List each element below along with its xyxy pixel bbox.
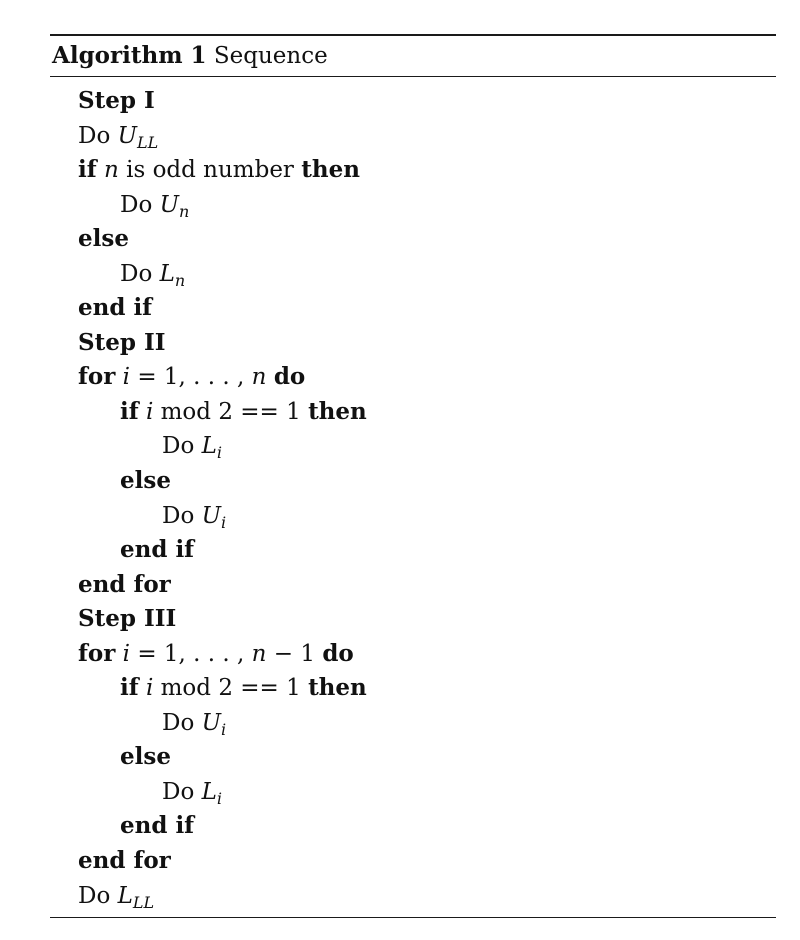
algorithm-body xyxy=(50,77,776,917)
algorithm-line xyxy=(50,706,776,741)
math-variable: n xyxy=(103,157,119,184)
algorithm-line xyxy=(50,637,776,672)
math-variable: i xyxy=(145,675,154,702)
line-text xyxy=(139,399,146,425)
line-text: Do xyxy=(162,778,202,805)
line-text: Do xyxy=(120,191,160,218)
math-subscript: i xyxy=(216,788,223,808)
math-subscript: i xyxy=(216,443,223,463)
algorithm-caption xyxy=(50,36,776,76)
algorithm-line xyxy=(50,879,776,914)
algorithm-label: Algorithm 1 xyxy=(52,42,207,69)
line-text: Do xyxy=(78,122,118,149)
bottom-rule xyxy=(50,917,776,918)
keyword: Step I xyxy=(78,87,155,114)
line-text: is odd number xyxy=(118,157,302,184)
algorithm-line xyxy=(50,84,776,119)
keyword: end if xyxy=(120,536,195,564)
line-text xyxy=(97,157,104,183)
math-variable: i xyxy=(145,398,154,425)
algorithm-line xyxy=(50,222,776,257)
line-text: = 1, . . . , xyxy=(130,364,252,391)
line-text: Do xyxy=(120,260,160,287)
keyword: Step III xyxy=(78,605,177,633)
math-variable: n xyxy=(251,640,267,667)
keyword: end if xyxy=(78,294,153,322)
line-text: Do xyxy=(78,882,118,909)
keyword: if xyxy=(120,674,139,702)
math-subscript: n xyxy=(174,270,186,290)
math-subscript: i xyxy=(221,512,227,532)
algorithm-line xyxy=(50,740,776,775)
math-variable: L xyxy=(201,778,217,805)
keyword: else xyxy=(78,225,129,253)
keyword: else xyxy=(120,467,171,495)
keyword: for xyxy=(78,363,116,391)
algorithm-title: Sequence xyxy=(213,43,328,69)
algorithm-line xyxy=(50,671,776,706)
algorithm-line xyxy=(50,568,776,603)
line-text: Do xyxy=(162,502,202,529)
math-variable: i xyxy=(122,364,131,391)
keyword: end for xyxy=(78,570,171,598)
math-variable: n xyxy=(251,364,267,391)
keyword: do xyxy=(273,363,306,391)
keyword: if xyxy=(120,397,139,425)
line-text: = 1, . . . , xyxy=(130,640,252,667)
algorithm-line xyxy=(50,533,776,568)
algorithm-line xyxy=(50,499,776,534)
algorithm-line xyxy=(50,464,776,499)
keyword: then xyxy=(308,397,367,425)
keyword: end if xyxy=(120,812,195,840)
line-text: mod 2 == 1 xyxy=(153,398,309,425)
keyword: Step II xyxy=(78,328,166,356)
line-text: Do xyxy=(162,709,202,736)
math-subscript: i xyxy=(221,719,227,739)
algorithm-line xyxy=(50,119,776,154)
keyword: for xyxy=(78,639,116,667)
math-variable: U xyxy=(201,502,221,529)
algorithm-line xyxy=(50,395,776,430)
algorithm-line xyxy=(50,429,776,464)
algorithm-line xyxy=(50,360,776,395)
algorithm-line xyxy=(50,291,776,326)
algorithm-line xyxy=(50,153,776,188)
algorithm-line xyxy=(50,809,776,844)
algorithm-line xyxy=(50,602,776,637)
keyword: if xyxy=(78,156,97,184)
math-variable: i xyxy=(122,640,131,667)
algorithm-line xyxy=(50,844,776,879)
algorithm-block xyxy=(50,34,776,918)
line-text xyxy=(267,364,274,390)
line-text xyxy=(115,641,122,667)
math-subscript: LL xyxy=(137,132,159,152)
math-subscript: LL xyxy=(132,892,155,912)
line-text: Do xyxy=(162,433,202,460)
keyword: do xyxy=(322,639,354,667)
math-variable: L xyxy=(159,260,175,287)
algorithm-line xyxy=(50,257,776,292)
line-text: − 1 xyxy=(266,640,323,667)
algorithm-line xyxy=(50,326,776,361)
algorithm-line xyxy=(50,775,776,810)
math-variable: U xyxy=(117,122,137,149)
math-variable: L xyxy=(117,882,133,909)
line-text xyxy=(139,675,146,701)
math-variable: U xyxy=(201,709,221,736)
keyword: end for xyxy=(78,847,171,875)
keyword: then xyxy=(301,156,360,184)
math-subscript: n xyxy=(179,201,190,221)
keyword: then xyxy=(308,674,367,702)
line-text xyxy=(115,364,122,390)
math-variable: L xyxy=(201,433,217,460)
math-variable: U xyxy=(159,191,179,218)
algorithm-line xyxy=(50,188,776,223)
keyword: else xyxy=(120,743,171,771)
line-text: mod 2 == 1 xyxy=(153,675,309,702)
